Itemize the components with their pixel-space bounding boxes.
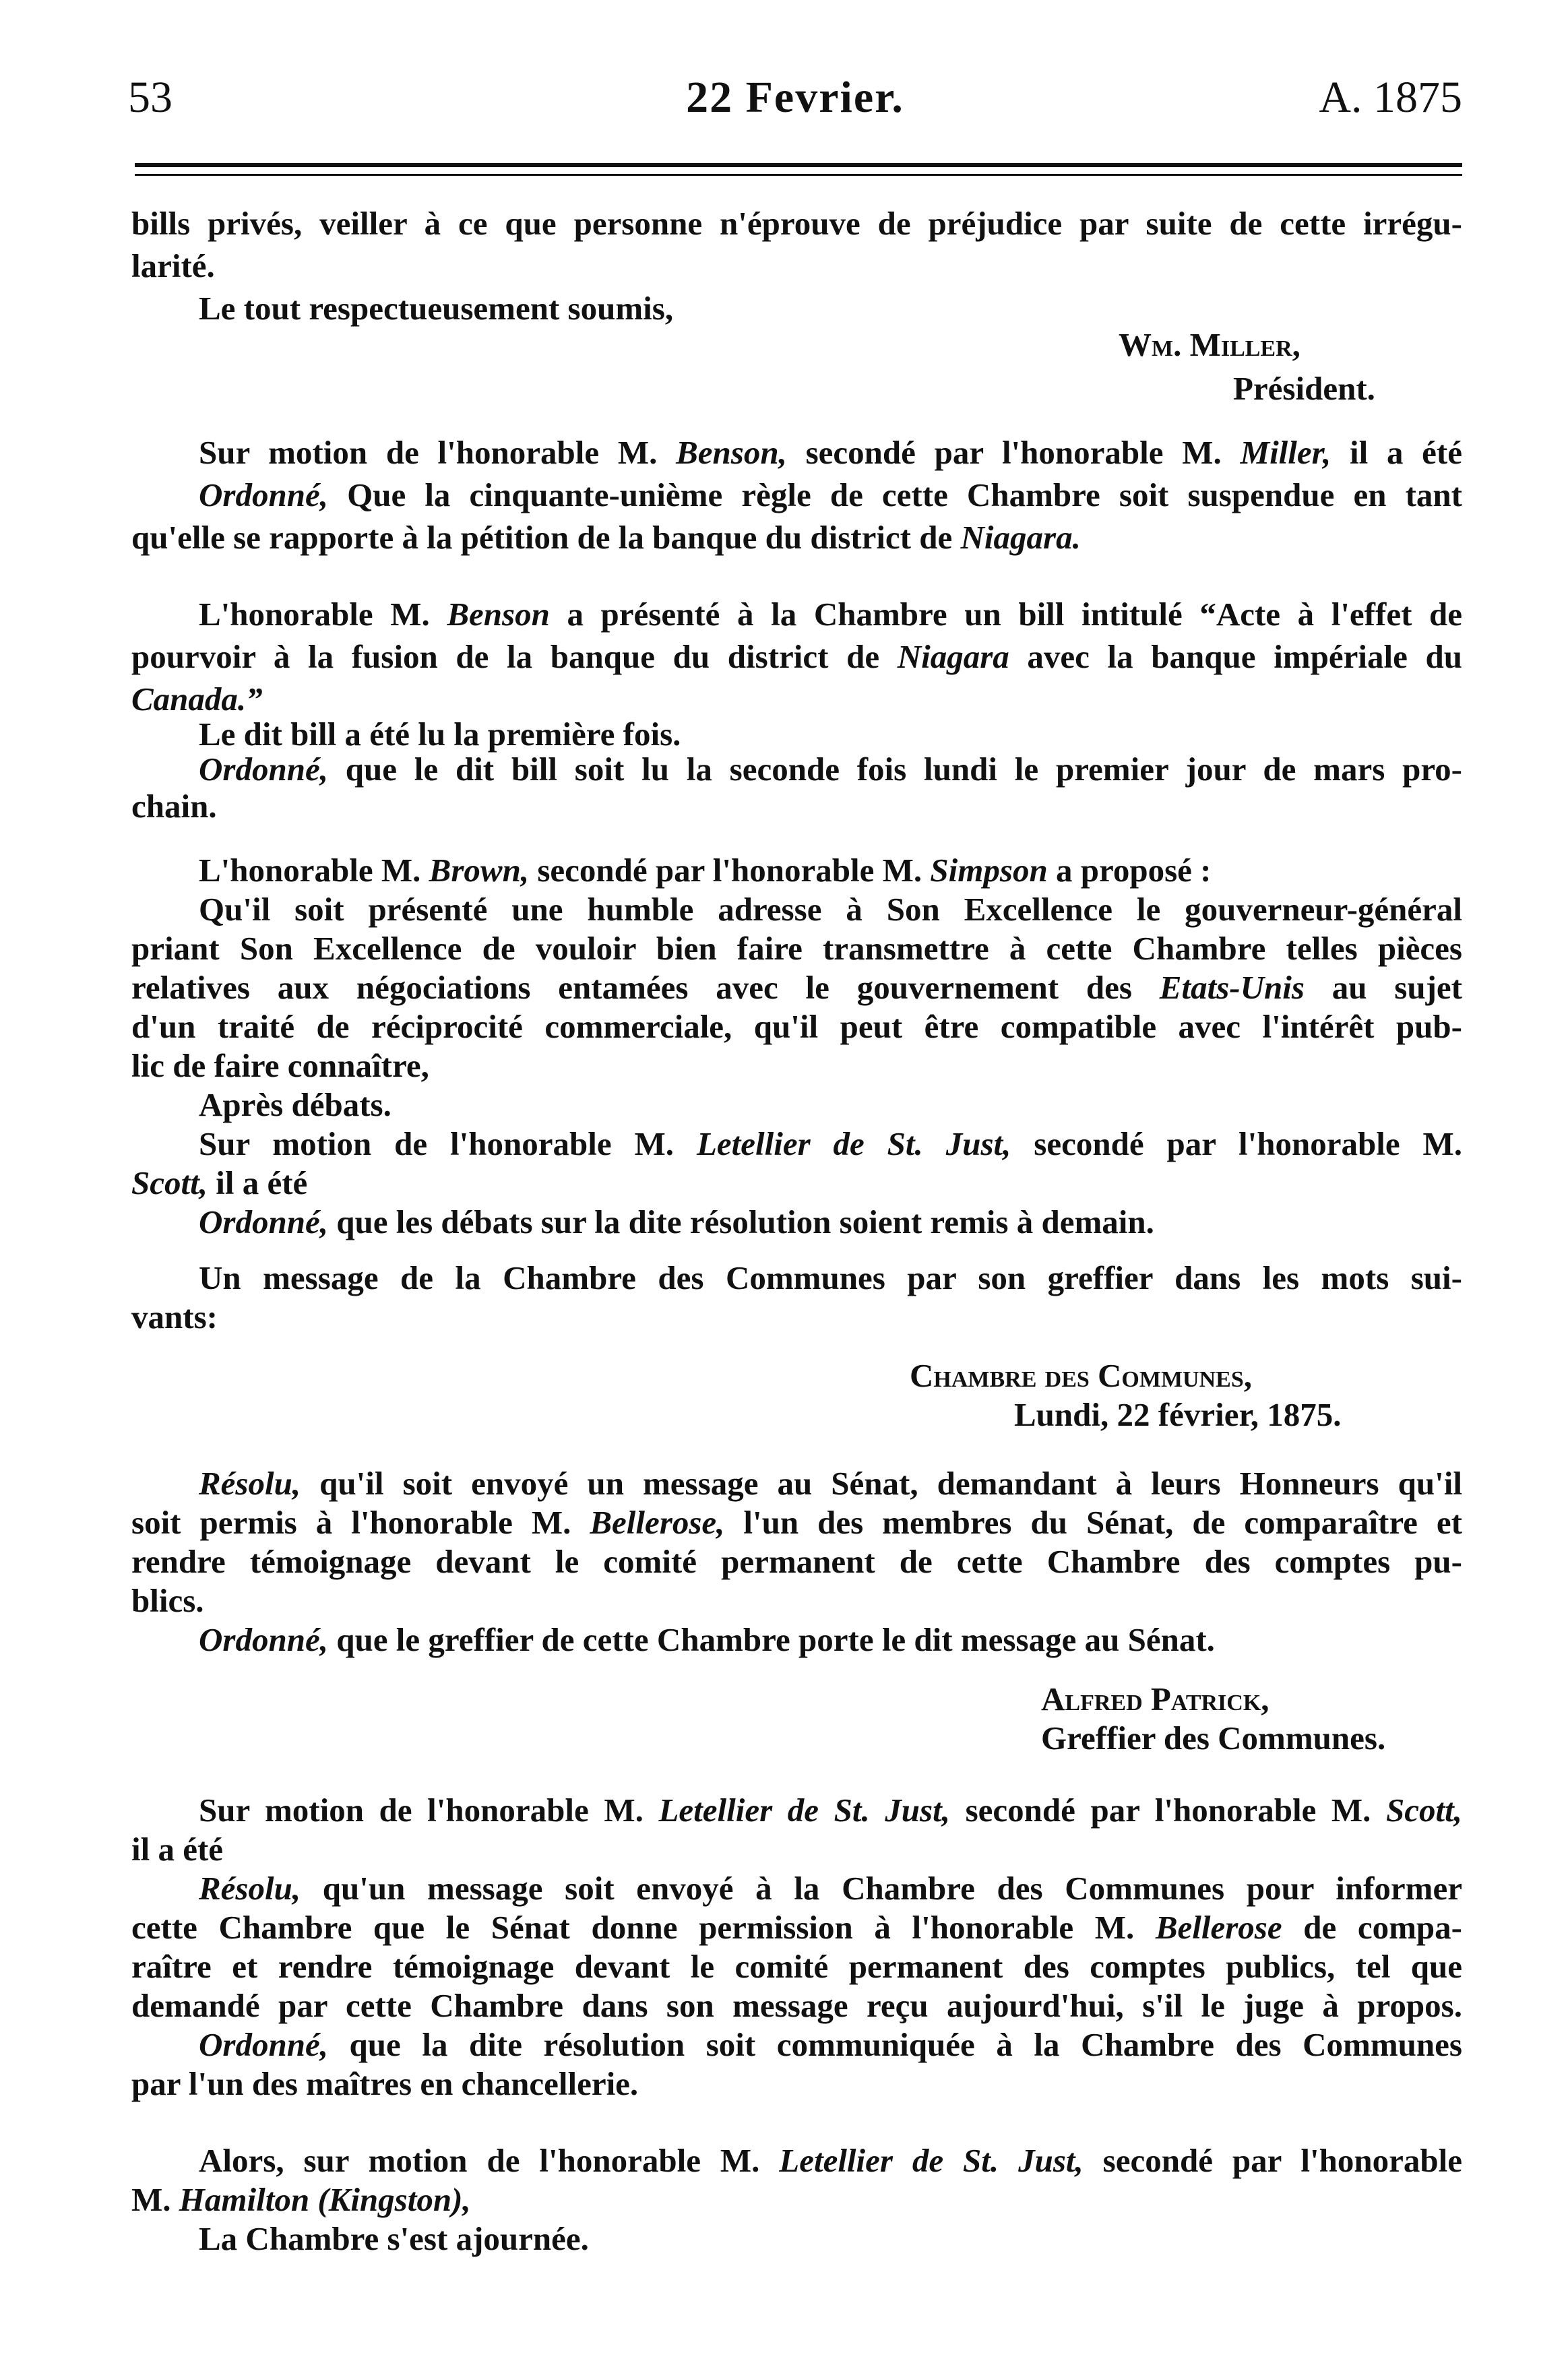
paragraph-line: cette Chambre que le Sénat donne permission à l'honorable M. Bellerose de compa- [131,1909,1462,1946]
paragraph-line: priant Son Excellence de vouloir bien faire transmettre à cette Chambre telles pièces [131,930,1462,967]
paragraph-line: La Chambre s'est ajournée. [199,2220,589,2257]
paragraph-line: Canada.” [131,681,263,718]
paragraph-line: il a été [131,1831,224,1868]
message-date: Lundi, 22 février, 1875. [1014,1396,1342,1433]
paragraph-line: Sur motion de l'honorable M. Letellier de St. Just, secondé par l'honorable M. Scott, [199,1792,1462,1829]
signature-name: Wm. Miller, [1119,326,1300,363]
paragraph-line: Sur motion de l'honorable M. Letellier de St. Just, secondé par l'honorable M. [199,1125,1462,1162]
paragraph-line: M. Hamilton (Kingston), [131,2181,471,2218]
paragraph-line: lic de faire connaître, [131,1047,429,1084]
signature-title: Président. [1233,370,1375,407]
paragraph-line: soit permis à l'honorable M. Bellerose, l'un des membres du Sénat, de comparaître et [131,1504,1462,1541]
paragraph-line: par l'un des maîtres en chancellerie. [131,2065,639,2102]
page-number: 53 [128,73,173,122]
paragraph-line: Ordonné, que le greffier de cette Chambre porte le dit message au Sénat. [199,1621,1215,1658]
paragraph-line: bills privés, veiller à ce que personne n'éprouve de préjudice par suite de cette irrégu- [131,205,1462,242]
header-rule-thin [135,174,1462,176]
paragraph-line: Le tout respectueusement soumis, [199,290,674,327]
paragraph-line: Scott, il a été [131,1164,308,1201]
header-rule-thick [135,163,1462,167]
paragraph-line: Qu'il soit présenté une humble adresse à Son Excellence le gouverneur-général [199,891,1462,928]
paragraph-line: rendre témoignage devant le comité permanent de cette Chambre des comptes pu- [131,1543,1462,1580]
message-place: Chambre des Communes, [910,1357,1252,1394]
paragraph-line: Ordonné, que le dit bill soit lu la seconde fois lundi le premier jour de mars pro- [199,751,1462,788]
paragraph-line: d'un traité de réciprocité commerciale, qu'il peut être compatible avec l'intérêt pub- [131,1008,1462,1045]
paragraph-line: Après débats. [199,1086,391,1123]
paragraph-line: demandé par cette Chambre dans son message reçu aujourd'hui, s'il le juge à propos. [131,1987,1462,2024]
signature-title: Greffier des Communes. [1041,1719,1386,1757]
paragraph-line: pourvoir à la fusion de la banque du district de Niagara avec la banque impériale du [131,638,1462,675]
paragraph-line: Alors, sur motion de l'honorable M. Letellier de St. Just, secondé par l'honorable [199,2142,1462,2179]
paragraph-line: chain. [131,788,217,825]
paragraph-line: relatives aux négociations entamées avec le gouvernement des Etats-Unis au sujet [131,969,1462,1006]
paragraph-line: Ordonné, que la dite résolution soit communiquée à la Chambre des Communes [199,2026,1462,2063]
paragraph-line: Sur motion de l'honorable M. Benson, secondé par l'honorable M. Miller, il a été [199,434,1462,471]
paragraph-line: Ordonné, que les débats sur la dite résolution soient remis à demain. [199,1203,1154,1240]
paragraph-line: raître et rendre témoignage devant le comité permanent des comptes publics, tel que [131,1948,1462,1985]
header-date: 22 Fevrier. [686,73,904,122]
paragraph-line: larité. [131,247,215,284]
paragraph-line: qu'elle se rapporte à la pétition de la banque du district de Niagara. [131,519,1081,556]
page-header [128,67,1462,128]
signature-name: Alfred Patrick, [1041,1680,1269,1717]
paragraph-line: blics. [131,1582,204,1619]
paragraph-line: vants: [131,1298,218,1335]
paragraph-line: Résolu, qu'il soit envoyé un message au Sénat, demandant à leurs Honneurs qu'il [199,1465,1462,1502]
paragraph-line: Ordonné, Que la cinquante-unième règle de cette Chambre soit suspendue en tant [199,476,1462,513]
paragraph-line: Un message de la Chambre des Communes par son greffier dans les mots sui- [199,1259,1462,1296]
paragraph-line: L'honorable M. Benson a présenté à la Chambre un bill intitulé “Acte à l'effet de [199,596,1462,633]
paragraph-line: Le dit bill a été lu la première fois. [199,716,681,753]
paragraph-line: L'honorable M. Brown, secondé par l'honorable M. Simpson a proposé : [199,852,1212,889]
header-year: A. 1875 [1319,73,1462,122]
paragraph-line: Résolu, qu'un message soit envoyé à la Chambre des Communes pour informer [199,1870,1462,1907]
